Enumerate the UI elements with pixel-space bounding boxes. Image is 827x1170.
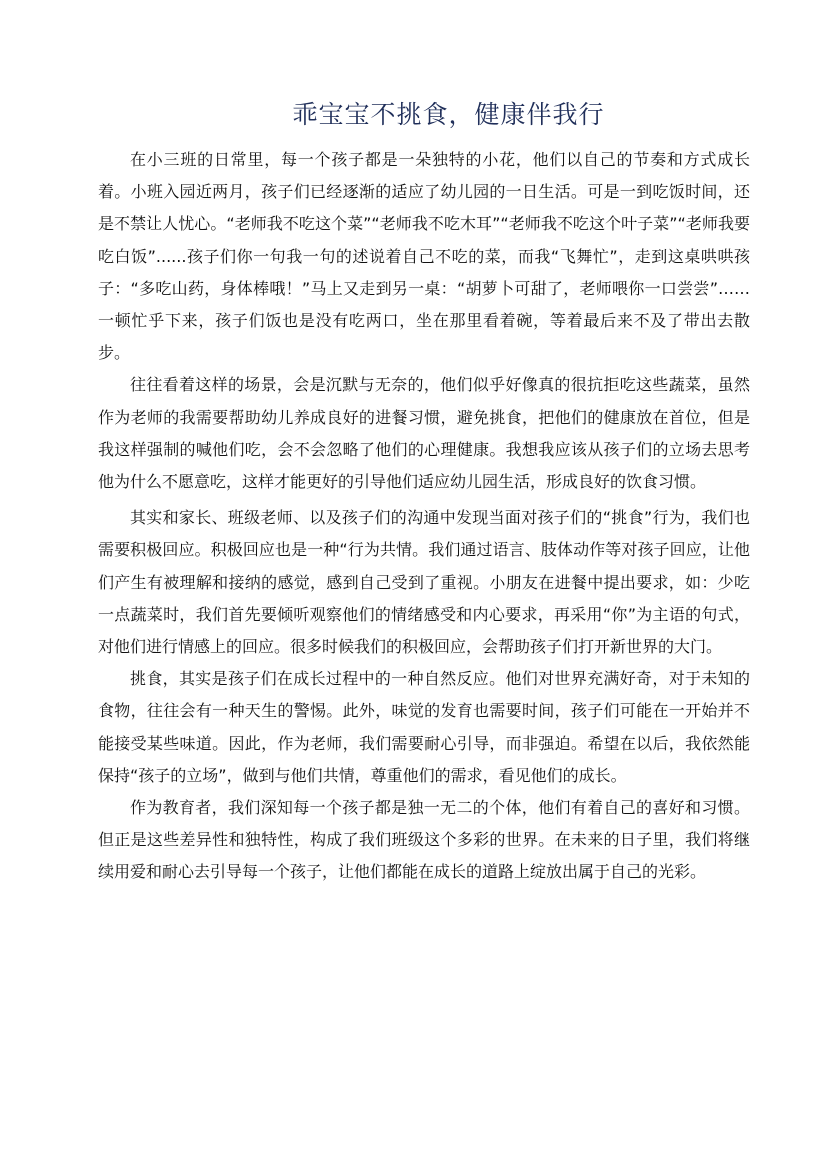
paragraph-1: 在小三班的日常里，每一个孩子都是一朵独特的小花，他们以自己的节奏和方式成长着。小班入园近两月，孩子们已经逐渐的适应了幼儿园的一日生活。可是一到吃饭时间，还是不禁让人忧心。“老师我不吃这个菜”“老师我不吃木耳”“老师我不吃这个叶子菜”“老师我要吃白饭”......孩子们你一句我一句的述说着自己不吃的菜，而我“飞舞忙”，走到这桌哄哄孩子：“多吃山药，身体棒哦！”马上又走到另一桌：“胡萝卜可甜了，老师喂你一口尝尝”……一顿忙乎下来，孩子们饭也是没有吃两口，坐在那里看着碗，等着最后来不及了带出去散步。 bbox=[98, 150, 750, 363]
paragraph-4: 挑食，其实是孩子们在成长过程中的一种自然反应。他们对世界充满好奇，对于未知的食物，往往会有一种天生的警惕。此外，味觉的发育也需要时间，孩子们可能在一开始并不能接受某些味道。因此，作为老师，我们需要耐心引导，而非强迫。希望在以后，我依然能保持“孩子的立场”，做到与他们共情，尊重他们的需求，看见他们的成长。 bbox=[98, 669, 750, 785]
paragraph-2: 往往看着这样的场景，会是沉默与无奈的，他们似乎好像真的很抗拒吃这些蔬菜，虽然作为老师的我需要帮助幼儿养成良好的进餐习惯，避免挑食，把他们的健康放在首位，但是我这样强制的喊他们吃，会不会忽略了他们的心理健康。我想我应该从孩子们的立场去思考他为什么不愿意吃，这样才能更好的引导他们适应幼儿园生活，形成良好的饮食习惯。 bbox=[98, 375, 750, 492]
document-body bbox=[98, 144, 750, 889]
paragraph-5: 作为教育者，我们深知每一个孩子都是独一无二的个体，他们有着自己的喜好和习惯。但正是这些差异性和独特性，构成了我们班级这个多彩的世界。在未来的日子里，我们将继续用爱和耐心去引导每一个孩子，让他们都能在成长的道路上绽放出属于自己的光彩。 bbox=[98, 798, 750, 882]
page-title: 乖宝宝不挑食，健康伴我行 bbox=[292, 100, 605, 129]
paragraph-3: 其实和家长、班级老师、以及孩子们的沟通中发现当面对孩子们的“挑食”行为，我们也需要积极回应。积极回应也是一种“行为共情。我们通过语言、肢体动作等对孩子回应，让他们产生有被理解和接纳的感觉，感到自己受到了重视。小朋友在进餐中提出要求，如：少吃一点蔬菜时，我们首先要倾听观察他们的情绪感受和内心要求，再采用“你”为主语的句式，对他们进行情感上的回应。很多时候我们的积极回应，会帮助孩子们打开新世界的大门。 bbox=[98, 508, 750, 657]
